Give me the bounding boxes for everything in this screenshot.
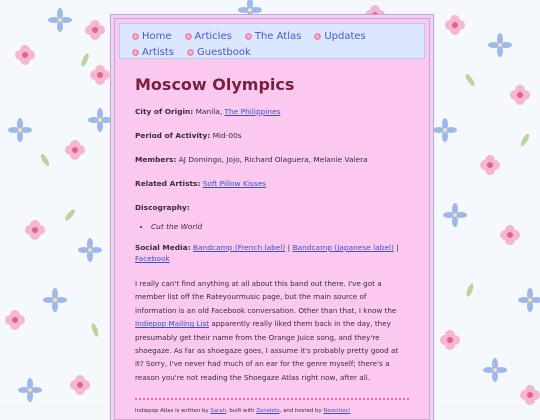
- nav-item-artists[interactable]: [132, 47, 174, 58]
- nav-label: Updates: [324, 30, 366, 42]
- social-label: Social Media:: [135, 243, 191, 252]
- footer-divider: [135, 398, 409, 400]
- article: [115, 75, 429, 414]
- author-link[interactable]: Sarah: [210, 408, 226, 415]
- neocities-link[interactable]: Neocities!: [323, 408, 351, 415]
- origin-value: Manila,: [195, 107, 223, 116]
- paragraph-text: apparently really liked them back in the day, they presumably get their name from the Orange Juice song, and they're shoegaze. As far as shoegaze goes, I assume it's probably pretty good at it? Sorry, I've never had much of an ear for the genre myself; there's a reason you're not reading the Shoegaze Atlas right now, after all.: [135, 319, 399, 382]
- nav-item-home[interactable]: [132, 31, 172, 42]
- flower-bullet-icon: [132, 49, 139, 56]
- facebook-link[interactable]: Facebook: [135, 254, 170, 263]
- discography-item: • Cut the World: [151, 221, 409, 232]
- flower-bullet-icon: [245, 33, 252, 40]
- paragraph-text: I really can't find anything at all about this band out there. I've got a member list off the Rateyourmusic page, but the main source of information is an old Facebook conversation. Other than that, I know the: [135, 279, 397, 315]
- nav-item-articles[interactable]: [185, 31, 232, 42]
- related-label: Related Artists:: [135, 179, 201, 188]
- flower-bullet-icon: [187, 49, 194, 56]
- members-label: Members:: [135, 155, 177, 164]
- footer-text: , and hosted by: [279, 408, 322, 415]
- footer-text: Indiepop Atlas is written by: [135, 408, 209, 415]
- nav-item-guestbook[interactable]: [187, 47, 251, 58]
- discography-list: [135, 221, 409, 232]
- origin-label: City of Origin:: [135, 107, 194, 116]
- members-field: [135, 154, 409, 165]
- footer: [135, 408, 409, 414]
- flower-bullet-icon: [314, 33, 321, 40]
- related-link[interactable]: Soft Pillow Kisses: [202, 179, 267, 188]
- members-value: AJ Domingo, Jojo, Richard Olaguera, Melanie Valera: [178, 155, 368, 164]
- zonelets-link[interactable]: Zonelets: [256, 408, 280, 415]
- origin-link[interactable]: The Philippines: [224, 107, 281, 116]
- bandcamp-french-link[interactable]: Bandcamp (French label): [192, 243, 286, 252]
- nav-bar: [119, 23, 425, 59]
- discography-label: Discography:: [135, 203, 190, 212]
- nav-item-updates[interactable]: [314, 31, 365, 42]
- separator: |: [396, 243, 399, 252]
- content-panel: [114, 18, 430, 420]
- nav-label: Artists: [142, 46, 174, 58]
- nav-label: The Atlas: [254, 30, 302, 42]
- nav-label: Home: [142, 30, 172, 42]
- period-field: [135, 130, 409, 141]
- nav-item-the-atlas[interactable]: [245, 31, 301, 42]
- bandcamp-japanese-link[interactable]: Bandcamp (Japanese label): [292, 243, 394, 252]
- flower-bullet-icon: [132, 33, 139, 40]
- period-value: Mid-00s: [212, 131, 242, 140]
- period-label: Period of Activity:: [135, 131, 211, 140]
- nav-label: Articles: [194, 30, 232, 42]
- origin-field: [135, 106, 409, 117]
- social-field: [135, 242, 409, 264]
- flower-bullet-icon: [185, 33, 192, 40]
- indiepop-mailing-list-link[interactable]: Indiepop Mailing List: [135, 319, 210, 329]
- related-field: [135, 178, 409, 189]
- footer-text: , built with: [225, 408, 255, 415]
- discography-field: [135, 202, 409, 213]
- nav-label: Guestbook: [197, 46, 251, 58]
- page-title: Moscow Olympics: [135, 75, 295, 94]
- article-paragraph: [135, 277, 409, 384]
- separator: |: [287, 243, 291, 252]
